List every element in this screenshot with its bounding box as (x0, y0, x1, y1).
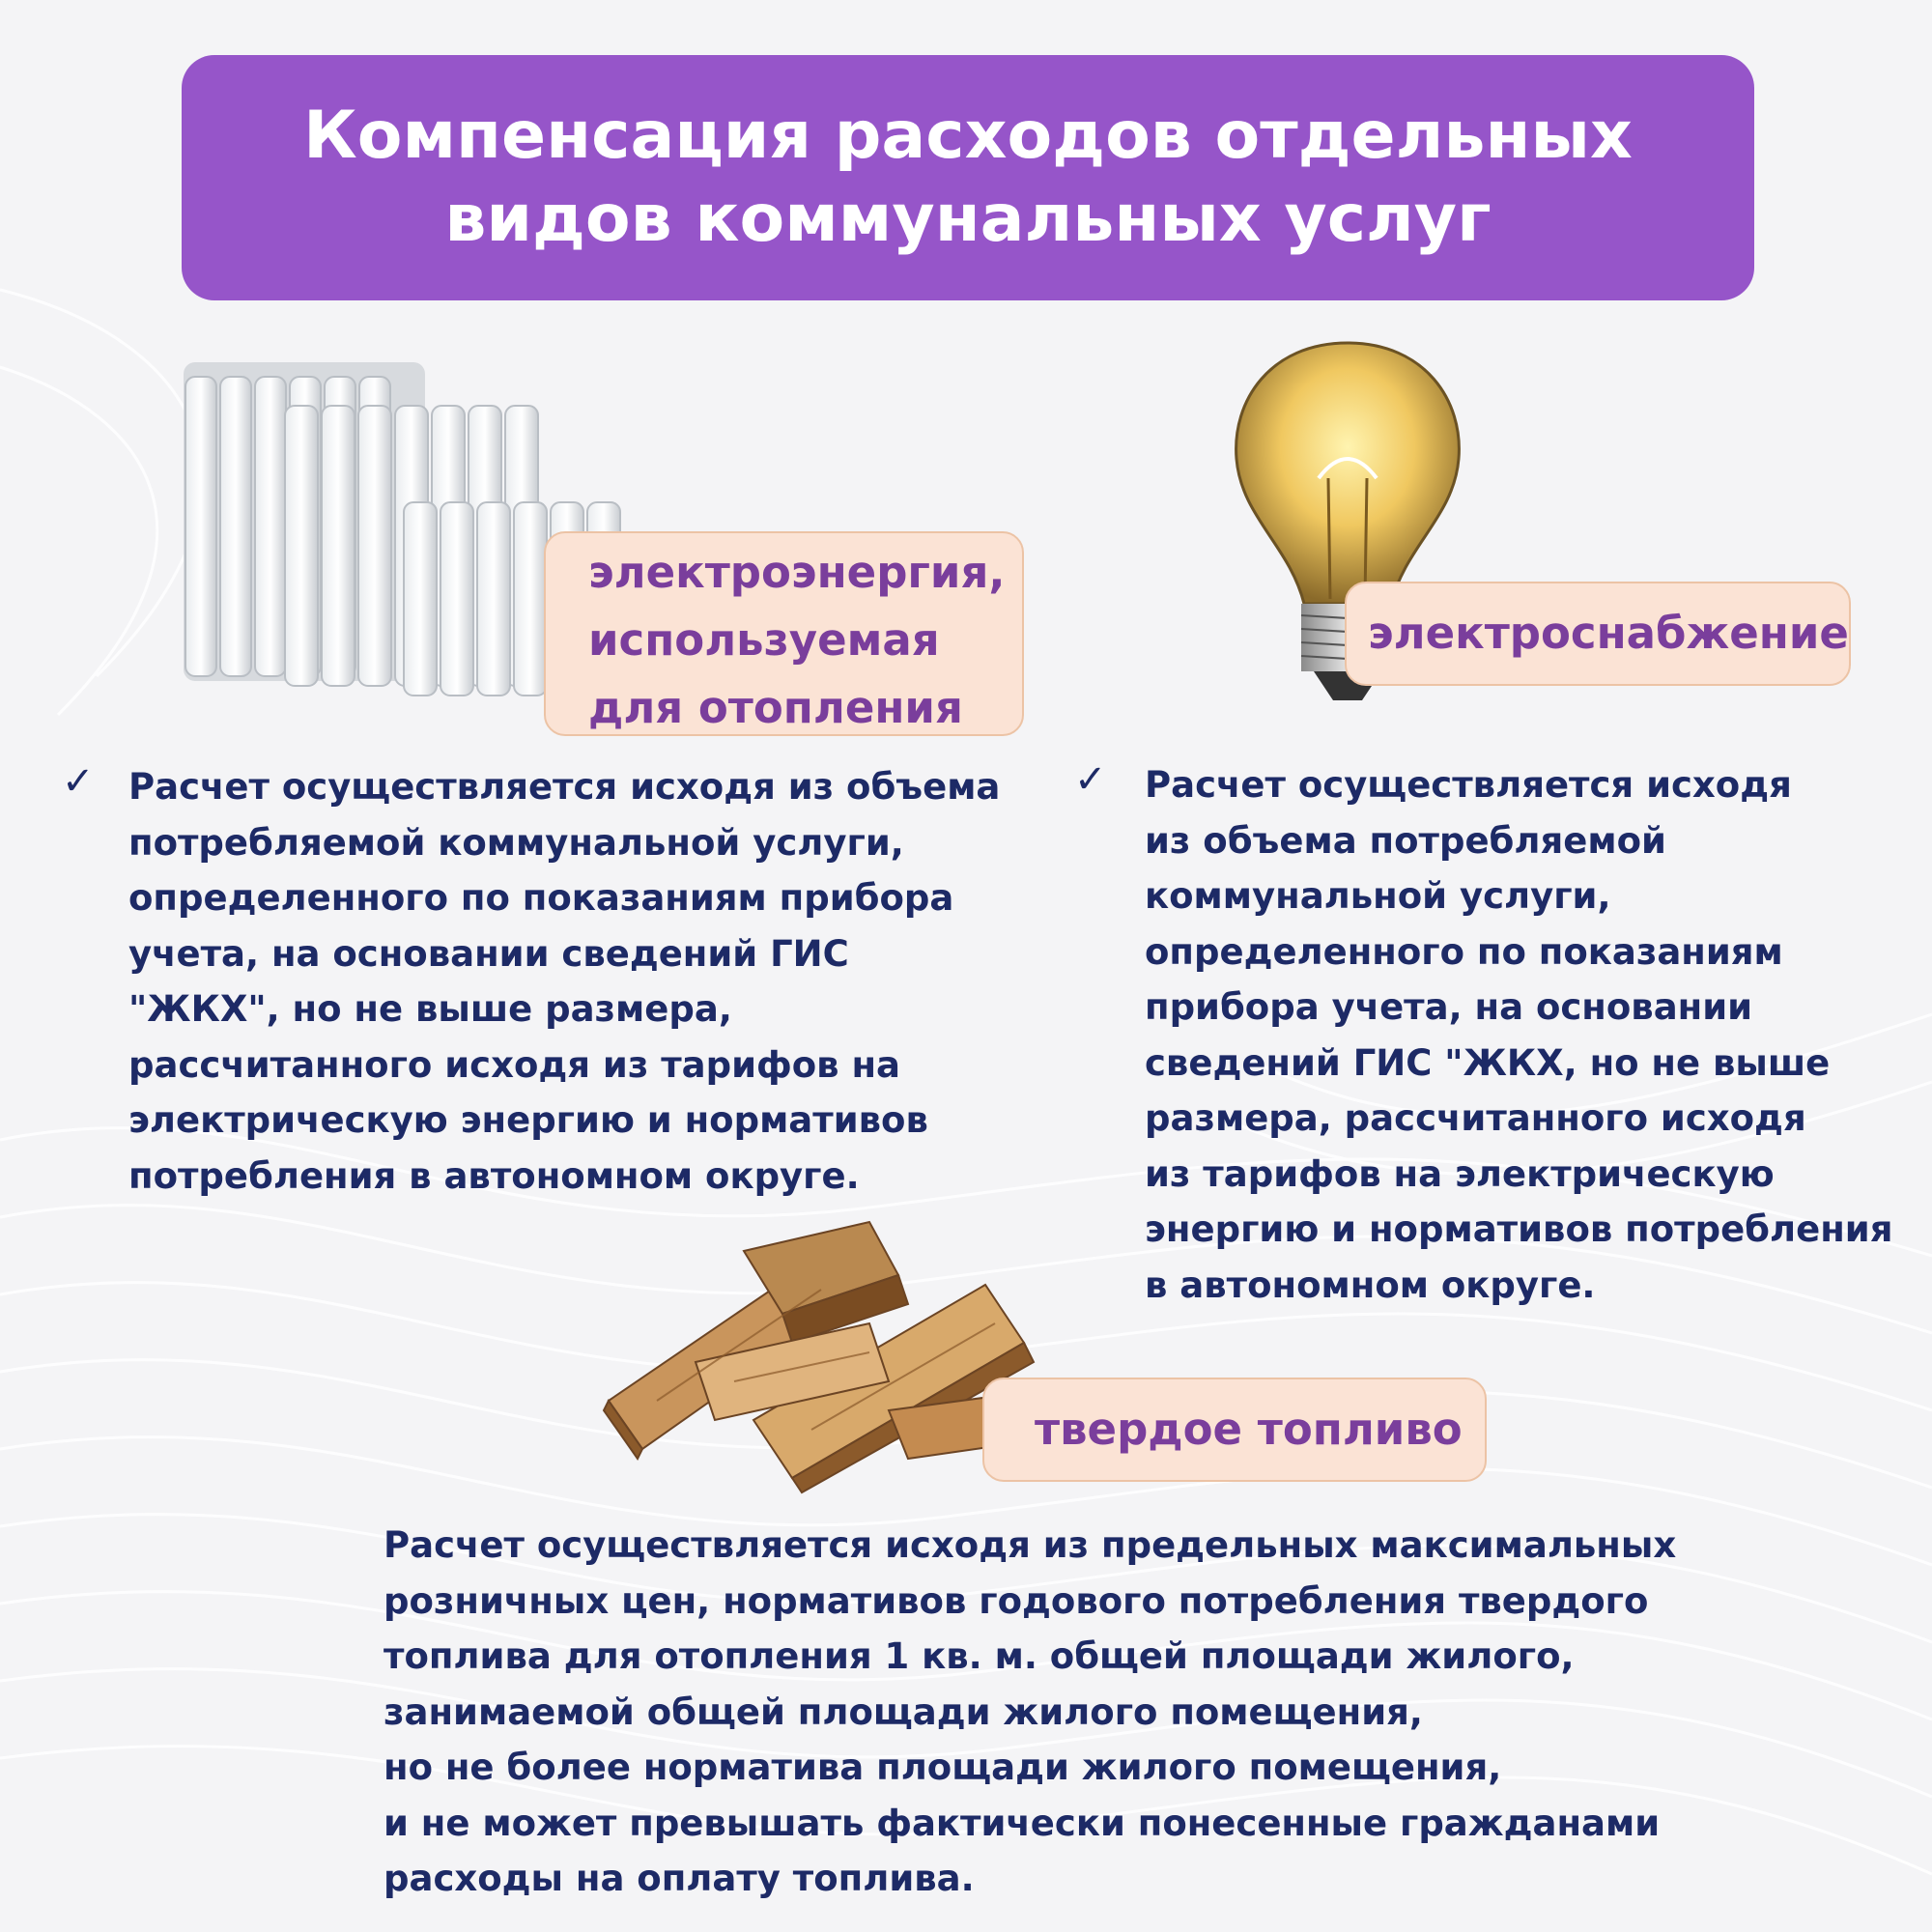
power-text-line: из объема потребляемой (1145, 819, 1666, 862)
power-text-line: размера, рассчитанного исходя (1145, 1097, 1806, 1139)
heating-check-icon: ✓ (62, 759, 95, 804)
heating-text-line: рассчитанного исходя из тарифов на (128, 1043, 900, 1086)
heating-text-line: потребляемой коммунальной услуги, (128, 821, 904, 864)
power-text-line: в автономном округе. (1145, 1264, 1596, 1306)
fuel-text-line: занимаемой общей площади жилого помещения, (384, 1690, 1423, 1733)
fuel-label (982, 1378, 1487, 1482)
heating-text-line: "ЖКХ", но не выше размера, (128, 988, 732, 1030)
fuel-text-line: и не может превышать фактически понесенные гражданами (384, 1802, 1661, 1844)
heating-label (544, 531, 1024, 736)
power-label-text: электроснабжение (1368, 608, 1849, 659)
power-text-line: коммунальной услуги, (1145, 875, 1611, 917)
page-title (182, 55, 1754, 300)
power-text-line: из тарифов на электрическую (1145, 1152, 1775, 1195)
fuel-text-line: розничных цен, нормативов годового потребления твердого (384, 1579, 1649, 1622)
fuel-text-line: топлива для отопления 1 кв. м. общей площади жилого, (384, 1635, 1575, 1677)
fuel-label-text: твердое топливо (1035, 1404, 1463, 1455)
title-line-2: видов коммунальных услуг (444, 181, 1492, 257)
power-text-line: сведений ГИС "ЖКХ, но не выше (1145, 1041, 1831, 1084)
power-check-icon: ✓ (1074, 757, 1107, 802)
heating-text-line: потребления в автономном округе. (128, 1154, 860, 1197)
heating-text-line: Расчет осуществляется исходя из объема (128, 766, 1001, 808)
power-text-line: Расчет осуществляется исходя (1145, 764, 1792, 806)
power-description (1145, 757, 1892, 1313)
fuel-description (384, 1518, 1676, 1907)
heating-label-line-1: электроэнергия, (588, 547, 1006, 598)
fuel-text-line: но не более норматива площади жилого помещения, (384, 1747, 1502, 1788)
heating-label-line-2: используемая (588, 614, 940, 666)
title-line-1: Компенсация расходов отдельных (303, 98, 1633, 174)
heating-text-line: электрическую энергию и нормативов (128, 1099, 928, 1141)
heating-description (128, 759, 1000, 1204)
power-text-line: определенного по показаниям (1145, 930, 1783, 973)
heating-label-line-3: для отопления (588, 682, 963, 733)
fuel-text-line: расходы на оплату топлива. (384, 1858, 975, 1899)
power-text-line: прибора учета, на основании (1145, 986, 1753, 1028)
power-text-line: энергию и нормативов потребления (1145, 1208, 1893, 1250)
heating-text-line: определенного по показаниям прибора (128, 877, 954, 919)
fuel-text-line: Расчет осуществляется исходя из предельных максимальных (384, 1524, 1677, 1566)
heating-text-line: учета, на основании сведений ГИС (128, 932, 849, 975)
power-label (1345, 582, 1851, 686)
